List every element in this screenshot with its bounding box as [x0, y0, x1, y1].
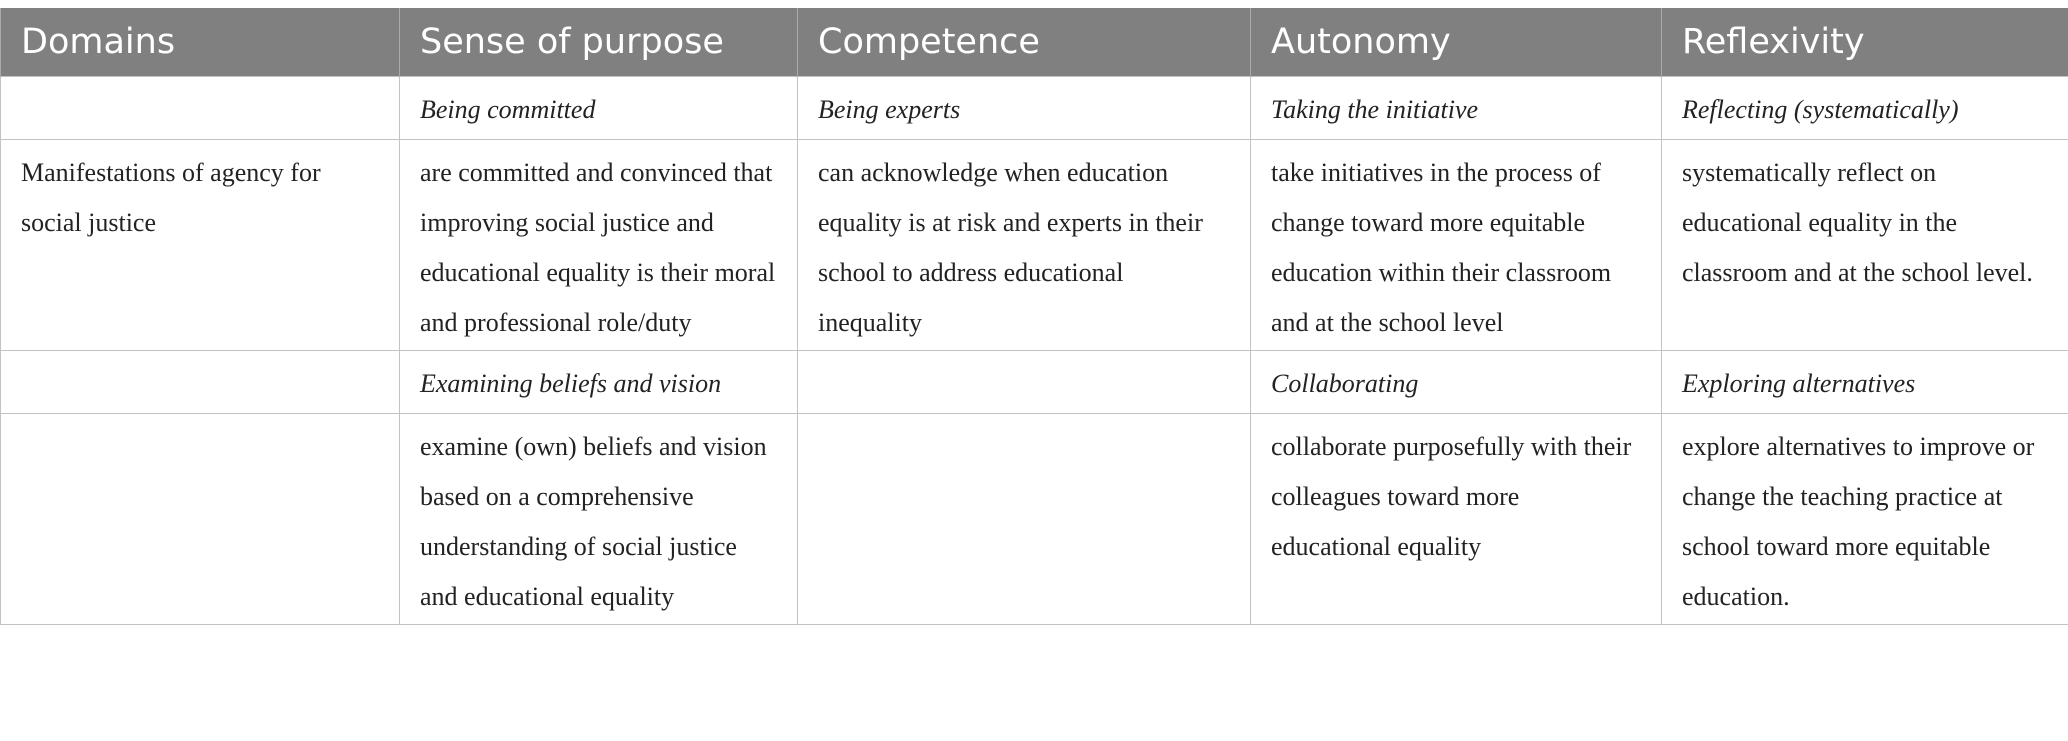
header-domains: Domains	[1, 8, 400, 77]
table-cell: Reflecting (systematically)	[1662, 77, 2068, 140]
table-cell: systematically reflect on educational equality in the classroom and at the school level.	[1662, 140, 2068, 351]
table-cell: Being committed	[400, 77, 798, 140]
table-cell: take initiatives in the process of change toward more equitable education within their classroom and at the school level	[1251, 140, 1662, 351]
table-cell: Exploring alternatives	[1662, 351, 2068, 414]
table-cell	[798, 351, 1251, 414]
table-cell	[1, 414, 400, 625]
table-row	[1, 140, 2068, 351]
table-cell: can acknowledge when education equality is at risk and experts in their school to address educational inequality	[798, 140, 1251, 351]
table-cell	[1, 351, 400, 414]
table-row	[1, 351, 2068, 414]
table-cell: Collaborating	[1251, 351, 1662, 414]
table-row	[1, 414, 2068, 625]
table-cell	[1, 77, 400, 140]
table-header	[1, 8, 2068, 77]
table-cell: are committed and convinced that improving social justice and educational equality is their moral and professional role/duty	[400, 140, 798, 351]
table-cell: explore alternatives to improve or change the teaching practice at school toward more equitable education.	[1662, 414, 2068, 625]
table-row	[1, 77, 2068, 140]
table-cell: Examining beliefs and vision	[400, 351, 798, 414]
table-cell: collaborate purposefully with their colleagues toward more educational equality	[1251, 414, 1662, 625]
header-sense-of-purpose: Sense of purpose	[400, 8, 798, 77]
table-cell: Taking the initiative	[1251, 77, 1662, 140]
header-competence: Competence	[798, 8, 1251, 77]
header-reflexivity: Reflexivity	[1662, 8, 2068, 77]
table-cell: Manifestations of agency for social justice	[1, 140, 400, 351]
table-cell: examine (own) beliefs and vision based on a comprehensive understanding of social justice and educational equality	[400, 414, 798, 625]
agency-domains-table	[0, 8, 2068, 625]
table-body	[1, 77, 2068, 625]
table-cell: Being experts	[798, 77, 1251, 140]
header-autonomy: Autonomy	[1251, 8, 1662, 77]
table-cell	[798, 414, 1251, 625]
header-row	[1, 8, 2068, 77]
